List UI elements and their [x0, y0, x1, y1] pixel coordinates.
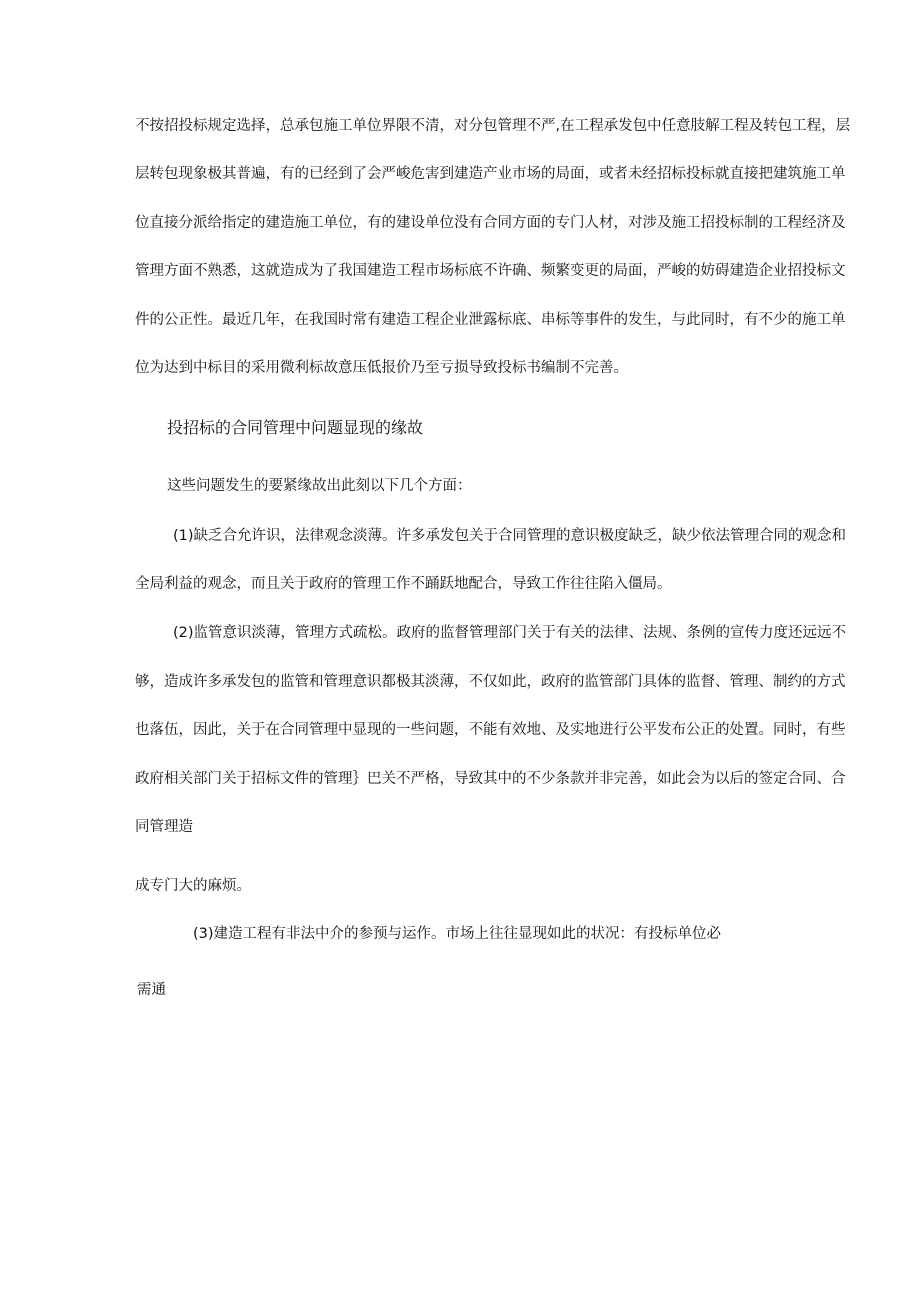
text-line: 不按招投标规定选择，总承包施工单位界限不清，对分包管理不严,在工程承发包中任意肢解工程及转包工程，层	[135, 118, 851, 134]
text-line: 需通	[137, 982, 166, 998]
text-line: 够，造成许多承发包的监管和管理意识都极其淡薄，不仅如此，政府的监管部门具体的监督、管理、制约的方式	[135, 674, 846, 690]
text-line: 位直接分派给指定的建造施工单位，有的建设单位没有合同方面的专门人材，对涉及施工招投标制的工程经济及	[135, 215, 846, 231]
text-line: 位为达到中标目的采用微利标故意压低报价乃至亏损导致投标书编制不完善。	[135, 360, 628, 376]
section-heading: 投招标的合同管理中问题显现的缘故	[167, 418, 424, 437]
text-line: 政府相关部门关于招标文件的管理｝巴关不严格，导致其中的不少条款并非完善，如此会为以后的签定合同、合	[135, 771, 846, 787]
text-line: 成专门大的麻烦。	[135, 878, 251, 894]
text-line: (2)监管意识淡薄，管理方式疏松。政府的监督管理部门关于有关的法律、法规、条例的宣传力度还远远不	[173, 625, 847, 641]
text-line: 管理方面不熟悉，这就造成为了我国建造工程市场标底不许确、频繁变更的局面，严峻的妨碍建造企业招投标文	[135, 263, 846, 279]
text-line: 全局利益的观念，而且关于政府的管理工作不踊跃地配合，导致工作往往陷入僵局。	[135, 576, 672, 592]
text-line: 同管理造	[135, 819, 193, 835]
text-line: 层转包现象极其普遍，有的已经到了会严峻危害到建造产业市场的局面，或者未经招标投标就直接把建筑施工单	[135, 166, 846, 182]
intro-line: 这些问题发生的要紧缘故出此刻以下几个方面：	[167, 478, 472, 494]
text-line: 件的公正性。最近几年，在我国时常有建造工程企业泄露标底、串标等事件的发生，与此同时，有不少的施工单	[135, 312, 846, 328]
text-line: (1)缺乏合允许识，法律观念淡薄。许多承发包关于合同管理的意识极度缺乏，缺少依法管理合同的观念和	[173, 528, 847, 544]
text-line: (3)建造工程有非法中介的参预与运作。市场上往往显现如此的状况：有投标单位必	[193, 926, 722, 942]
text-line: 也落伍，因此，关于在合同管理中显现的一些问题，不能有效地、及实地进行公平发布公正的处置。同时，有些	[135, 722, 846, 738]
